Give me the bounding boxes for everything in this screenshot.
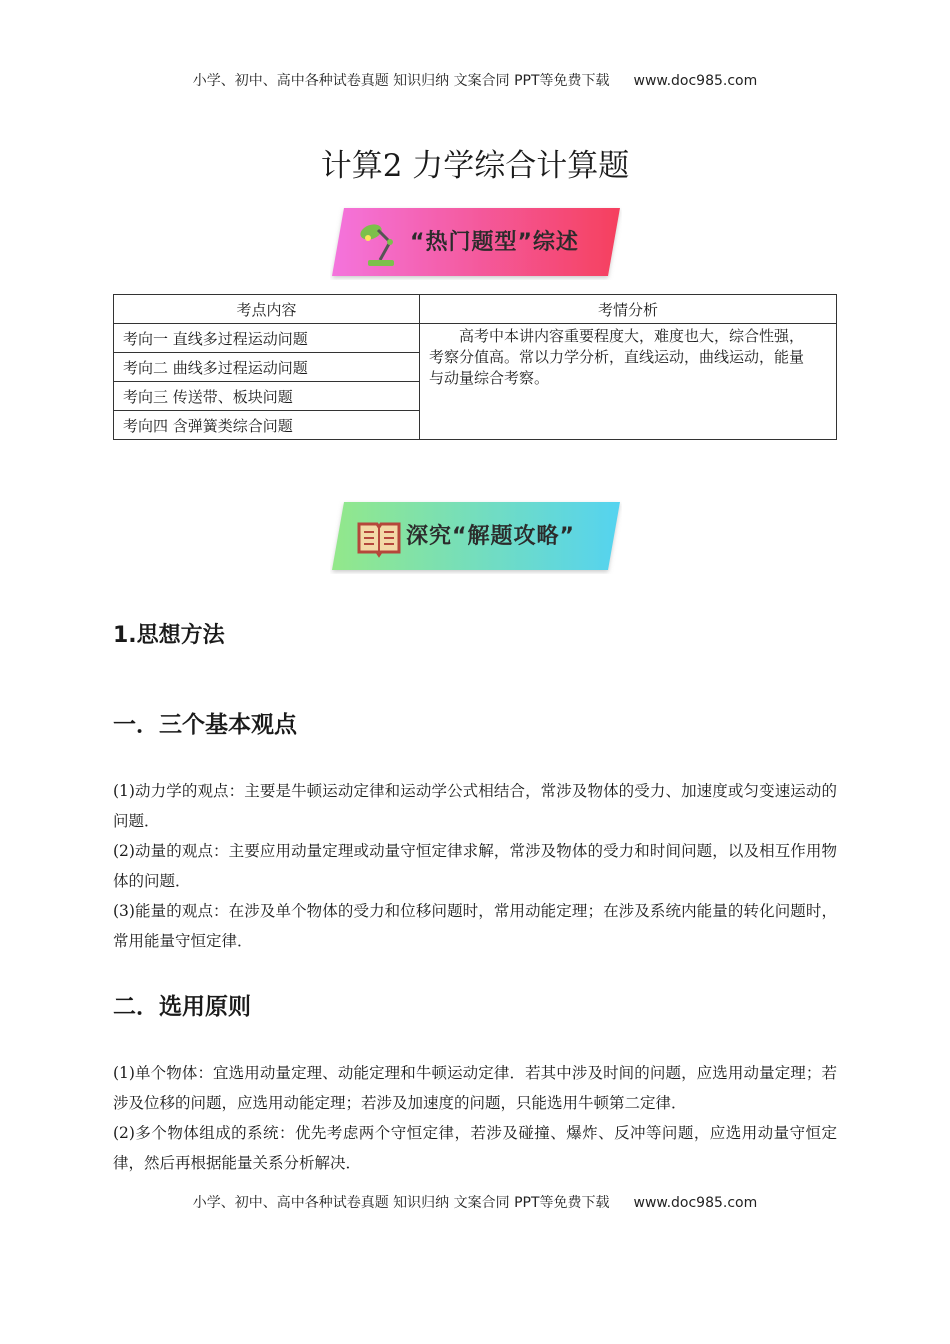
paragraph: (2)多个物体组成的系统：优先考虑两个守恒定律，若涉及碰撞、爆炸、反冲等问题，应选用动量守恒定律，然后再根据能量关系分析解决． xyxy=(113,1124,837,1172)
paragraph: (3)能量的观点：在涉及单个物体的受力和位移问题时，常用动能定理；在涉及系统内能量的转化问题时，常用能量守恒定律． xyxy=(113,902,837,950)
page-footer xyxy=(0,1192,950,1212)
section2-body xyxy=(113,1058,837,1178)
table-header-cell: 考点内容 xyxy=(114,295,420,324)
table-cell: 考向二 曲线多过程运动问题 xyxy=(114,353,420,382)
open-book-icon xyxy=(356,518,402,558)
analysis-cell: 高考中本讲内容重要程度大，难度也大，综合性强，考察分值高。常以力学分析，直线运动，曲线运动，能量与动量综合考察。 xyxy=(420,324,837,440)
paragraph: (1)动力学的观点：主要是牛顿运动定律和运动学公式相结合，常涉及物体的受力、加速度或匀变速运动的问题． xyxy=(113,782,837,830)
banner2-label: 深究“解题攻略” xyxy=(406,524,575,549)
header-text: 小学、初中、高中各种试卷真题 知识归纳 文案合同 PPT等免费下载 xyxy=(192,73,610,89)
page-title: 计算2 力学综合计算题 xyxy=(320,148,630,184)
section1-body xyxy=(113,776,837,956)
table-header-cell: 考情分析 xyxy=(420,295,837,324)
table-row xyxy=(114,324,837,353)
footer-url[interactable]: www.doc985.com xyxy=(633,1195,758,1211)
section-heading-method: 1.思想方法 xyxy=(113,623,225,648)
solution-strategy-banner xyxy=(330,500,622,574)
paragraph: (1)单个物体：宜选用动量定理、动能定理和牛顿运动定律．若其中涉及时间的问题，应选用动量定理；若涉及位移的问题，应选用动能定理；若涉及加速度的问题，只能选用牛顿第二定律． xyxy=(113,1064,837,1112)
header-url[interactable]: www.doc985.com xyxy=(633,73,758,89)
desk-lamp-icon xyxy=(358,218,404,270)
table-cell: 考向三 传送带、板块问题 xyxy=(114,382,420,411)
exam-points-table xyxy=(113,294,837,440)
section1-heading: 一．三个基本观点 xyxy=(113,712,297,738)
table-cell: 考向一 直线多过程运动问题 xyxy=(114,324,420,353)
hot-topics-banner xyxy=(330,206,622,280)
table-header-row xyxy=(114,295,837,324)
banner1-label: “热门题型”综述 xyxy=(410,230,579,255)
paragraph: (2)动量的观点：主要应用动量定理或动量守恒定律求解，常涉及物体的受力和时间问题，以及相互作用物体的问题． xyxy=(113,842,837,890)
page-header xyxy=(0,70,950,90)
section2-heading: 二．选用原则 xyxy=(113,994,251,1020)
footer-text: 小学、初中、高中各种试卷真题 知识归纳 文案合同 PPT等免费下载 xyxy=(192,1195,610,1211)
table-cell: 考向四 含弹簧类综合问题 xyxy=(114,411,420,440)
